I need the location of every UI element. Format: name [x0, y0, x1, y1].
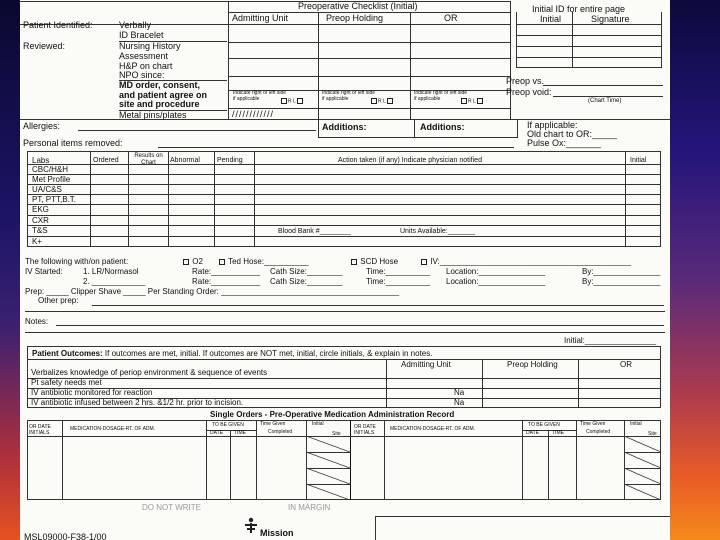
additions-label-2: Additions: [420, 122, 465, 132]
lab-row-cxr: CXR [32, 216, 49, 225]
patient-identified-label: Patient Identified: [23, 20, 93, 30]
iv-line-2: 2. ____________ [83, 277, 146, 286]
form-number: MSL09000-F38-1/00 [24, 532, 107, 540]
slide-left-stripe [0, 0, 20, 540]
hash-marks: //////////// [232, 109, 275, 119]
notes-label: Notes: [25, 317, 49, 326]
hp-on-chart-label: H&P on chart [119, 61, 173, 71]
orders-right-col-tobegiven: TO BE GIVEN [528, 422, 560, 428]
orders-right-col-initial: Initial [630, 421, 642, 427]
iv-by-2: By:_______________ [582, 277, 661, 286]
iv-by-1: By:_______________ [582, 267, 661, 276]
assessment-label: Assessment [119, 51, 169, 61]
col-admitting-unit: Admitting Unit [232, 13, 289, 23]
notes-initial-label: Initial:________________ [564, 336, 657, 345]
lab-row-pt: PT, PTT,B.T. [32, 195, 77, 204]
outcomes-instruction-text: If outcomes are met, initial. If outcomes are NOT met, initial, circle initials, & explain in notes. [104, 349, 433, 358]
md-order-line-2: and patient agree on [119, 90, 208, 100]
outcome-na-2: Na [454, 398, 465, 407]
o2-label: O2 [192, 257, 203, 266]
side-note-admitting-1: Indicate right or left side [233, 90, 287, 96]
outcome-item-3: IV antibiotic monitored for reaction [31, 388, 153, 397]
npo-since-label: NPO since: [119, 70, 165, 80]
allergies-label: Allergies: [23, 121, 61, 131]
labs-col-abnormal: Abnormal [170, 157, 200, 164]
outcomes-col-admitting: Admitting Unit [401, 360, 451, 369]
outcome-item-4: IV antibiotic infused between 2 hrs. &1/2 hr. prior to incision. [31, 398, 244, 407]
iv-rate-2: Rate:___________ [192, 277, 261, 286]
nursing-history-label: Nursing History [119, 41, 181, 51]
iv-rate-1: Rate:___________ [192, 267, 261, 276]
mission-logo-text: Mission [260, 528, 294, 538]
outcomes-instruction [32, 350, 432, 358]
orders-right-col-med: MEDICATION-DOSAGE-RT. OF ADM. [390, 426, 476, 432]
orders-left-col-med: MEDICATION-DOSAGE-RT. OF ADM. [70, 426, 156, 432]
ted-hose-label: Ted Hose:__________ [228, 257, 309, 266]
preoperative-checklist-form [20, 0, 670, 540]
iv-time-1: Time:__________ [366, 267, 431, 276]
orders-left-col-initial: Initial [312, 421, 324, 427]
mission-logo-icon [244, 517, 258, 535]
initial-id-col-initial: Initial [540, 14, 562, 24]
chart-time-label: (Chart Time) [588, 98, 622, 104]
o2-item[interactable] [182, 258, 203, 266]
orders-left-col-tobegiven: TO BE GIVEN [212, 422, 244, 428]
side-cb-or-label: R L [468, 98, 476, 105]
outcome-na-1: Na [454, 388, 465, 397]
initial-id-title: Initial ID for entire page [532, 4, 626, 14]
orders-right-col-completed: Completed [586, 429, 611, 435]
orders-left-col-completed: Completed [268, 429, 293, 435]
iv-location-1: Location:_______________ [446, 267, 546, 276]
side-cb-admitting-label: R L [288, 98, 296, 105]
md-order-line-1: MD order, consent, [119, 80, 201, 90]
orders-left-col-timegiven: Time Given [260, 421, 286, 427]
additions-label-1: Additions: [322, 122, 367, 132]
side-note-or-2: if applicable [414, 96, 441, 102]
lab-row-ekg: EKG [32, 205, 49, 214]
iv-started-label: IV Started: [25, 267, 63, 276]
iv-location-2: Location:_______________ [446, 277, 546, 286]
orders-left-col-site: Site [332, 431, 341, 437]
preop-void-label: Preop void: [506, 87, 552, 97]
side-note-admitting-2: if applicable [233, 96, 260, 102]
labs-col-ordered: Ordered [93, 157, 119, 164]
side-cb-or[interactable] [460, 98, 484, 104]
orders-right-col-site: Site [648, 431, 657, 437]
iv-time-2: Time:__________ [366, 277, 431, 286]
outcomes-col-or: OR [620, 360, 632, 369]
md-order-line-3: site and procedure [119, 99, 200, 109]
preop-vs-label: Preop vs. [506, 76, 545, 86]
labs-col-labs: Labs [32, 156, 50, 165]
iv-cath-1: Cath Size:________ [270, 267, 343, 276]
metal-pins-label: Metal pins/plates [119, 110, 187, 120]
iv-line-1: 1. LR/Normasol [83, 267, 139, 276]
side-note-preop-1: Indicate right or left side [322, 90, 376, 96]
reviewed-label: Reviewed: [23, 41, 66, 51]
if-applicable-label: If applicable: [527, 120, 578, 130]
side-note-preop-2: if applicable [322, 96, 349, 102]
scd-hose-item[interactable] [350, 258, 398, 266]
iv-label: IV:___________________________________________ [430, 257, 632, 266]
orders-right-col-ordate: OR DATE INITIALS [354, 424, 376, 436]
prep-line: Prep: _____ Clipper Shave _____ Per Standing Order: ________________________________________ [25, 287, 400, 296]
orders-right-col-timegiven: Time Given [580, 421, 606, 427]
col-preop-holding: Preop Holding [326, 13, 384, 23]
id-bracelet-label: ID Bracelet [119, 30, 164, 40]
orders-right-col-date: DATE [526, 430, 539, 436]
iv-cath-2: Cath Size:________ [270, 277, 343, 286]
lab-row-met: Met Profile [32, 175, 71, 184]
labs-col-pending: Pending [217, 157, 243, 164]
initial-id-col-signature: Signature [591, 14, 630, 24]
do-not-write-label: DO NOT WRITE [142, 503, 201, 512]
lab-row-ua: UA/C&S [32, 185, 62, 194]
orders-right-col-time: TIME [552, 430, 564, 436]
labs-col-action: Action taken (if any) Indicate physician notified [338, 157, 482, 164]
orders-left-col-date: DATE [210, 430, 223, 436]
blood-bank-label: Blood Bank #________ [278, 228, 351, 235]
units-available-label: Units Available:_______ [400, 228, 475, 235]
pulse-ox-label: Pulse Ox:_______ [527, 138, 602, 148]
labs-col-initial: Initial [630, 157, 647, 164]
iv-item[interactable] [420, 258, 631, 266]
outcomes-col-preop: Preop Holding [507, 360, 558, 369]
lab-row-k: K+ [32, 237, 43, 246]
old-chart-label: Old chart to OR:_____ [527, 129, 618, 139]
form-title: Preoperative Checklist (Initial) [298, 1, 418, 11]
lab-row-cbc: CBC/H&H [32, 165, 69, 174]
outcomes-title: Patient Outcomes: [32, 349, 103, 358]
personal-items-label: Personal items removed: [23, 138, 123, 148]
other-prep-label: Other prep: [38, 296, 79, 305]
ted-hose-item[interactable] [218, 258, 309, 266]
outcome-item-1: Verbalizes knowledge of periop environment & sequence of events [31, 368, 268, 377]
side-cb-preop-label: R L [378, 98, 386, 105]
outcome-item-2: Pt safety needs met [31, 378, 102, 387]
orders-title: Single Orders - Pre-Operative Medication Administration Record [210, 410, 455, 419]
orders-left-col-time: TIME [234, 430, 246, 436]
side-cb-preop[interactable] [370, 98, 394, 104]
orders-left-col-ordate: OR DATE INITIALS [29, 424, 51, 436]
labs-col-results: Results on Chart [134, 153, 163, 166]
col-or: OR [444, 13, 458, 23]
verbally-label: Verbally [119, 20, 152, 30]
lab-row-ts: T&S [32, 226, 48, 235]
side-cb-admitting[interactable] [280, 98, 304, 104]
in-margin-label: IN MARGIN [288, 503, 331, 512]
with-patient-label: The following with/on patient: [25, 257, 129, 266]
scd-hose-label: SCD Hose [360, 257, 399, 266]
side-note-or-1: Indicate right or left side [414, 90, 468, 96]
